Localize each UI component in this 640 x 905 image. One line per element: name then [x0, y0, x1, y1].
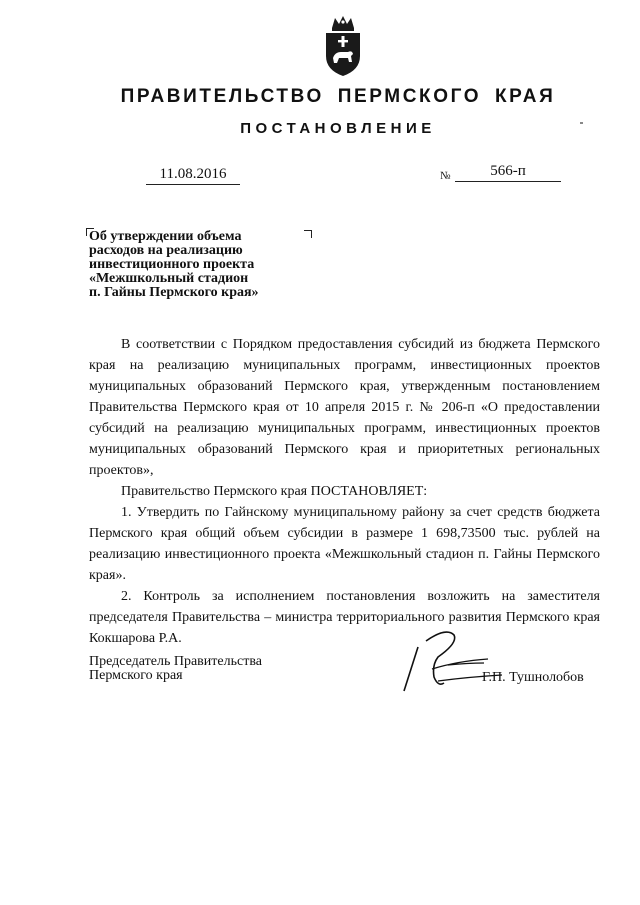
- subject-line: Об утверждении объема: [89, 229, 242, 244]
- scan-mark: [580, 122, 583, 124]
- coat-of-arms-icon: [323, 14, 363, 78]
- signatory-title-line2: Пермского края: [89, 668, 183, 683]
- signatory-title: [89, 655, 262, 683]
- signatory-name: Г.П. Тушнолобов: [482, 670, 584, 685]
- subject-line: п. Гайны Пермского края»: [89, 285, 259, 300]
- body-paragraph-preamble: В соответствии с Порядком предоставления субсидий из бюджета Пермского края на реализацию муниципальных программ, инвестиционных проектов муниципальных образований Пермского края, утвержденным постановлением Правительства Пермского края от 10 апреля 2015 г. № 206-п «О предоставлении субсидий на реализацию муниципальных программ, инвестиционных проектов муниципальных образований Пермского края и приоритетных региональных проектов»,: [89, 337, 600, 478]
- document-subject: [89, 230, 309, 300]
- organization-title: ПРАВИТЕЛЬСТВО ПЕРМСКОГО КРАЯ: [120, 86, 556, 107]
- body-paragraph-resolves: Правительство Пермского края ПОСТАНОВЛЯЕТ:: [121, 484, 428, 499]
- signatory-title-line1: Председатель Правительства: [89, 654, 262, 669]
- document-type-title: ПОСТАНОВЛЕНИЕ: [240, 120, 436, 137]
- subject-line: расходов на реализацию: [89, 243, 243, 258]
- body-paragraph-item-1: 1. Утвердить по Гайнскому муниципальному району за счет средств бюджета Пермского края общий объем субсидии в размере 1 698,73500 тыс. рублей на реализацию инвестиционного проекта «Межшкольный стадион п. Гайны Пермского края».: [89, 505, 600, 583]
- number-label: №: [440, 170, 451, 182]
- subject-line: «Межшкольный стадион: [89, 271, 249, 286]
- document-date: 11.08.2016: [146, 166, 240, 185]
- document-body: [89, 334, 600, 649]
- subject-line: инвестиционного проекта: [89, 257, 255, 272]
- body-paragraph-item-2: 2. Контроль за исполнением постановления возложить на заместителя председателя Правительства – министра территориального развития Пермского края Кокшарова Р.А.: [89, 589, 600, 646]
- document-number: 566-п: [455, 163, 561, 182]
